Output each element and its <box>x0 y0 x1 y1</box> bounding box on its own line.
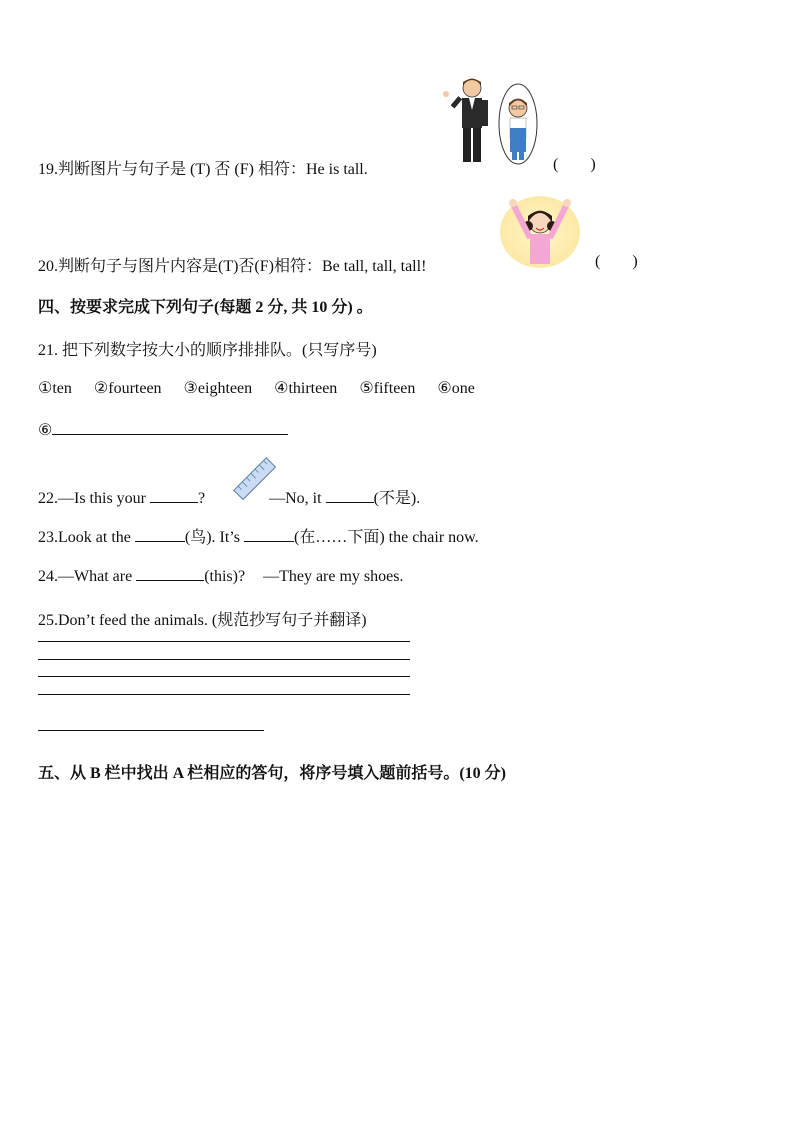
question-21: 21. 把下列数字按大小的顺序排排队。(只写序号) <box>38 342 377 359</box>
question-20 <box>38 253 426 276</box>
section-5-title: 五、从 B 栏中找出 A 栏相应的答句，将序号填入题前括号。(10 分) <box>38 765 507 782</box>
question-19 <box>38 156 368 179</box>
answer-blank-22a[interactable] <box>150 488 198 503</box>
option-4: ④thirteen <box>274 380 338 397</box>
option-6: ⑥one <box>437 380 475 397</box>
question-21-options <box>38 378 475 398</box>
answer-blank-23a[interactable] <box>135 527 185 542</box>
translation-line[interactable] <box>38 730 264 731</box>
question-19-answer-paren[interactable]: ( ) <box>553 156 596 173</box>
writing-line-1[interactable] <box>38 641 410 642</box>
writing-line-4[interactable] <box>38 694 410 695</box>
question-23: 23.Look at the (鸟). It’s (在……下面) the chair now. <box>38 529 479 546</box>
question-22: 22.—Is this your ? —No, it (不是). <box>38 490 421 507</box>
question-21-answer <box>38 420 288 440</box>
answer-blank-22b[interactable] <box>326 488 374 503</box>
question-20-text: 20.判断句子与图片内容是(T)否(F)相符：Be tall, tall, tall! <box>38 258 427 275</box>
question-20-answer-paren[interactable]: ( ) <box>595 253 638 270</box>
answer-blank-24[interactable] <box>136 566 204 581</box>
option-1: ①ten <box>38 380 72 397</box>
section-4-title: 四、按要求完成下列句子(每题 2 分, 共 10 分) 。 <box>38 299 373 316</box>
answer-blank-23b[interactable] <box>244 527 294 542</box>
writing-line-2[interactable] <box>38 659 410 660</box>
writing-line-3[interactable] <box>38 676 410 677</box>
boy-girl-illustration <box>440 76 545 168</box>
option-3: ③eighteen <box>183 380 253 397</box>
question-25: 25.Don’t feed the animals. (规范抄写句子并翻译) <box>38 612 367 629</box>
answer-blank-21[interactable] <box>52 420 288 435</box>
question-24: 24.—What are (this)? —They are my shoes. <box>38 568 404 585</box>
question-19-text: 19.判断图片与句子是 (T) 否 (F) 相符：He is tall. <box>38 161 368 178</box>
answer-prefix: ⑥ <box>38 422 53 439</box>
cheering-girl-illustration <box>500 192 580 268</box>
option-5: ⑤fifteen <box>359 380 416 397</box>
option-2: ②fourteen <box>93 380 162 397</box>
